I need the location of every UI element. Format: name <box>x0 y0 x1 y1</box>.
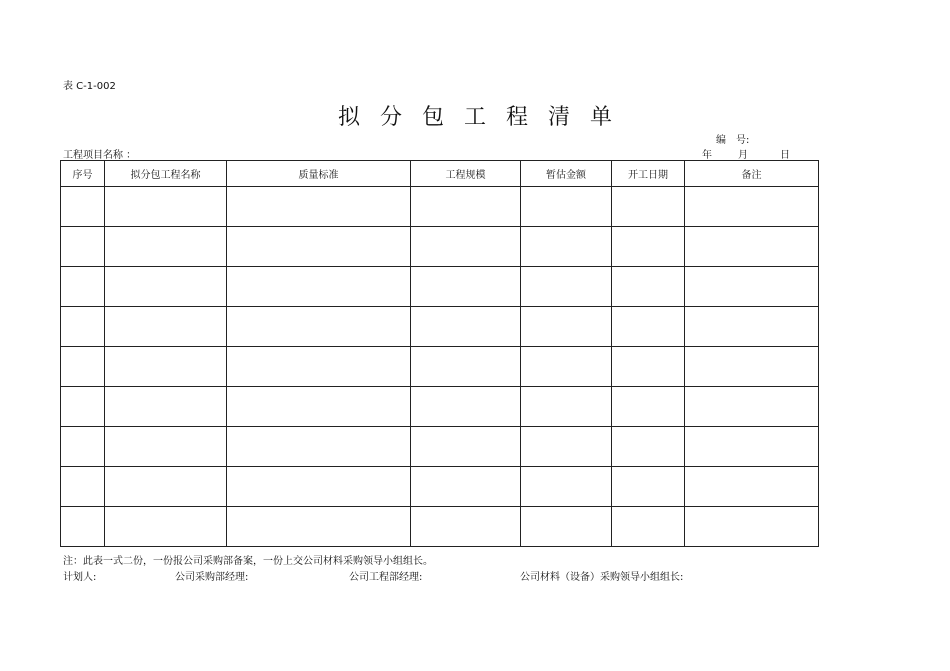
table-row <box>61 307 819 347</box>
form-code: 表 C-1-002 <box>63 81 116 92</box>
table-cell <box>105 227 227 267</box>
table-cell <box>105 187 227 227</box>
table-cell <box>61 427 105 467</box>
table-cell <box>61 387 105 427</box>
table-row <box>61 387 819 427</box>
signature-group-leader: 公司材料（设备）采购领导小组组长: <box>520 572 684 583</box>
table-cell <box>227 187 411 227</box>
document-title: 拟分包工程清单 <box>337 105 632 130</box>
table-cell <box>61 467 105 507</box>
table-cell <box>411 507 521 547</box>
table-cell <box>521 307 612 347</box>
header-quality-standard: 质量标准 <box>227 161 411 187</box>
table-cell <box>685 427 819 467</box>
table-cell <box>612 307 685 347</box>
table-cell <box>227 467 411 507</box>
table-cell <box>105 427 227 467</box>
table-row <box>61 427 819 467</box>
date-month-label: 月 <box>738 150 748 161</box>
table-cell <box>685 507 819 547</box>
table-cell <box>105 267 227 307</box>
header-serial-no: 序号 <box>61 161 105 187</box>
table-cell <box>61 187 105 227</box>
table-cell <box>521 347 612 387</box>
table-cell <box>227 427 411 467</box>
table-cell <box>61 227 105 267</box>
table-cell <box>612 347 685 387</box>
table-cell <box>105 347 227 387</box>
project-name-label: 工程项目名称 ： <box>63 150 137 161</box>
table-cell <box>685 467 819 507</box>
table-cell <box>411 387 521 427</box>
table-cell <box>612 467 685 507</box>
table-cell <box>685 187 819 227</box>
table-cell <box>411 187 521 227</box>
table-cell <box>612 227 685 267</box>
table-cell <box>411 267 521 307</box>
table-cell <box>685 227 819 267</box>
table-row <box>61 187 819 227</box>
table-cell <box>612 427 685 467</box>
date-year-label: 年 <box>702 150 712 161</box>
signature-engineering-manager: 公司工程部经理: <box>349 572 423 583</box>
table-cell <box>521 387 612 427</box>
header-subcontract-name: 拟分包工程名称 <box>105 161 227 187</box>
table-cell <box>61 347 105 387</box>
table-cell <box>685 347 819 387</box>
table-cell <box>685 267 819 307</box>
table-cell <box>521 227 612 267</box>
table-row <box>61 467 819 507</box>
table-cell <box>227 227 411 267</box>
table-cell <box>105 307 227 347</box>
signature-planner: 计划人: <box>63 572 97 583</box>
table-row <box>61 347 819 387</box>
table-cell <box>105 387 227 427</box>
footer-note: 注：此表一式二份，一份报公司采购部备案，一份上交公司材料采购领导小组组长。 <box>63 556 433 567</box>
table-cell <box>612 387 685 427</box>
header-start-date: 开工日期 <box>612 161 685 187</box>
header-project-scale: 工程规模 <box>411 161 521 187</box>
table-cell <box>685 387 819 427</box>
table-cell <box>411 347 521 387</box>
date-day-label: 日 <box>780 150 790 161</box>
table-cell <box>521 427 612 467</box>
table-cell <box>411 427 521 467</box>
table-cell <box>411 227 521 267</box>
table-cell <box>227 387 411 427</box>
header-estimated-amount: 暂估金额 <box>521 161 612 187</box>
table-cell <box>227 267 411 307</box>
table-cell <box>227 507 411 547</box>
serial-number-label: 编 号: <box>716 135 750 146</box>
table-header-row <box>61 161 819 187</box>
header-remarks: 备注 <box>685 161 819 187</box>
signature-purchase-manager: 公司采购部经理: <box>175 572 249 583</box>
table-cell <box>61 267 105 307</box>
table-row <box>61 267 819 307</box>
table-cell <box>521 507 612 547</box>
table-row <box>61 227 819 267</box>
subcontract-table <box>60 160 819 547</box>
table-body <box>61 187 819 547</box>
table-cell <box>227 347 411 387</box>
table-cell <box>105 467 227 507</box>
table-cell <box>612 267 685 307</box>
table-cell <box>227 307 411 347</box>
table-cell <box>612 507 685 547</box>
table-cell <box>685 307 819 347</box>
table-cell <box>521 187 612 227</box>
table-cell <box>521 467 612 507</box>
table-cell <box>61 307 105 347</box>
table-cell <box>105 507 227 547</box>
table-cell <box>61 507 105 547</box>
table-row <box>61 507 819 547</box>
table-cell <box>521 267 612 307</box>
table-cell <box>411 307 521 347</box>
table-cell <box>411 467 521 507</box>
table-cell <box>612 187 685 227</box>
